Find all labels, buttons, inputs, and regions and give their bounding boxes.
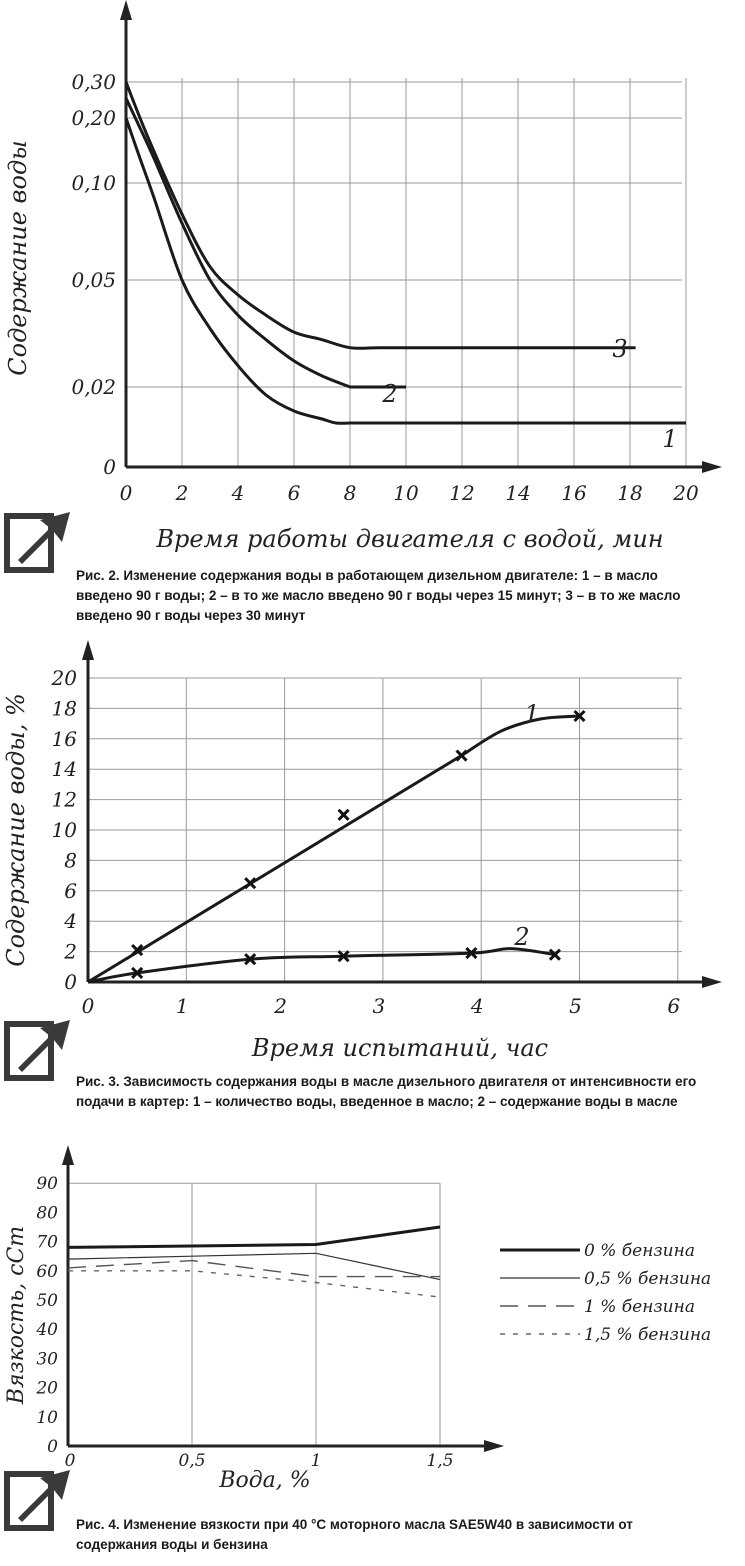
y-tick-label: 0,05 xyxy=(71,268,116,292)
x-tick-label: 6 xyxy=(667,994,681,1018)
y-axis-label: Вязкость, сСт xyxy=(4,1225,29,1405)
legend-label: 0 % бензина xyxy=(584,1241,695,1261)
series-label: 1 xyxy=(662,425,678,453)
legend-label: 0,5 % бензина xyxy=(584,1269,712,1289)
y-tick-label: 6 xyxy=(64,878,77,903)
series-line-2 xyxy=(88,949,555,982)
y-tick-label: 10 xyxy=(51,818,77,842)
x-tick-label: 6 xyxy=(287,481,301,505)
series-line-2 xyxy=(68,1261,440,1277)
y-axis-arrow-icon xyxy=(120,0,132,20)
figure-caption: Рис. 3. Зависимость содержания воды в масле дизельного двигателя от интенсивности его подачи в картер: 1 – количество воды, введенное в масло; 2 – содержание воды в масле xyxy=(76,1074,697,1109)
x-axis-label: Время работы двигателя с водой, мин xyxy=(156,525,664,553)
x-tick-label: 20 xyxy=(673,481,699,505)
x-tick-label: 16 xyxy=(561,481,587,505)
y-tick-label: 0 xyxy=(64,970,77,994)
legend-label: 1,5 % бензина xyxy=(584,1325,712,1345)
x-tick-label: 1 xyxy=(175,994,189,1018)
y-tick-label: 0 xyxy=(47,1437,58,1457)
y-tick-label: 40 xyxy=(36,1320,58,1341)
data-marker-x xyxy=(339,810,349,820)
figure-arrow-icon xyxy=(4,1466,72,1541)
series-label: 2 xyxy=(382,380,398,408)
y-tick-label: 0,10 xyxy=(71,171,116,195)
y-axis-arrow-icon xyxy=(62,1145,74,1165)
y-tick-label: 90 xyxy=(36,1174,58,1195)
y-tick-label: 0,30 xyxy=(71,70,116,94)
x-tick-label: 8 xyxy=(343,481,357,505)
y-tick-label: 60 xyxy=(36,1261,58,1282)
y-tick-label: 0 xyxy=(103,455,116,479)
x-axis-arrow-icon xyxy=(484,1440,504,1452)
y-tick-label: 80 xyxy=(36,1203,58,1224)
y-tick-label: 2 xyxy=(64,939,77,964)
y-tick-label: 16 xyxy=(51,726,77,751)
x-tick-label: 14 xyxy=(505,481,531,505)
figure-arrow-icon xyxy=(4,1016,72,1091)
x-tick-label: 2 xyxy=(274,994,287,1018)
figure-caption: Рис. 4. Изменение вязкости при 40 °С моторного масла SAE5W40 в зависимости от содержания воды и бензина xyxy=(76,1517,633,1552)
legend-label: 1 % бензина xyxy=(584,1297,695,1317)
chart-viscosity-vs-water xyxy=(0,1145,745,1490)
y-tick-label: 70 xyxy=(36,1232,58,1253)
x-tick-label: 0,5 xyxy=(178,1451,206,1471)
x-axis-arrow-icon xyxy=(702,461,722,473)
x-tick-label: 3 xyxy=(372,994,386,1018)
data-marker-x xyxy=(457,751,467,761)
x-tick-label: 4 xyxy=(231,481,245,505)
y-tick-label: 20 xyxy=(51,666,77,690)
x-tick-label: 4 xyxy=(470,994,484,1018)
x-tick-label: 18 xyxy=(617,481,643,505)
y-tick-label: 8 xyxy=(64,848,77,873)
y-tick-label: 18 xyxy=(51,696,77,721)
chart-water-vs-test-time xyxy=(0,640,745,1065)
series-line-1 xyxy=(68,1253,440,1279)
x-tick-label: 1 xyxy=(310,1451,322,1471)
series-line-3 xyxy=(126,82,636,348)
y-tick-label: 10 xyxy=(36,1407,58,1428)
x-tick-label: 2 xyxy=(175,481,189,505)
y-tick-label: 50 xyxy=(36,1291,58,1311)
chart-water-vs-engine-time xyxy=(0,0,745,555)
series-line-3 xyxy=(68,1271,440,1297)
x-tick-label: 0 xyxy=(119,481,133,505)
series-label: 2 xyxy=(514,923,530,951)
y-axis-label: Содержание воды, % xyxy=(2,693,30,967)
figure-arrow-icon xyxy=(4,508,72,583)
y-tick-label: 4 xyxy=(64,909,77,934)
x-tick-label: 0 xyxy=(64,1451,76,1471)
y-tick-label: 0,20 xyxy=(71,106,116,130)
x-tick-label: 1,5 xyxy=(426,1451,454,1471)
series-label: 3 xyxy=(612,335,628,363)
x-tick-label: 10 xyxy=(393,481,419,505)
y-tick-label: 20 xyxy=(36,1378,58,1399)
y-tick-label: 0,02 xyxy=(71,375,116,399)
series-line-0 xyxy=(68,1227,440,1247)
x-axis-label: Время испытаний, час xyxy=(251,1034,549,1062)
y-axis-label: Содержание воды xyxy=(4,140,32,376)
y-axis-arrow-icon xyxy=(82,640,94,660)
x-tick-label: 0 xyxy=(81,994,95,1018)
x-axis-label: Вода, % xyxy=(219,1468,311,1490)
y-tick-label: 14 xyxy=(51,757,77,782)
figure-caption: Рис. 2. Изменение содержания воды в работающем дизельном двигателе: 1 – в масло введено 90 г воды; 2 – в то же масло введено 90 г воды через 15 минут; 3 – в то же масло введено 90 г воды через 30 минут xyxy=(76,568,681,623)
y-tick-label: 30 xyxy=(36,1349,58,1370)
series-line-1 xyxy=(88,716,580,982)
series-label: 1 xyxy=(524,700,540,728)
x-tick-label: 5 xyxy=(569,994,582,1018)
x-tick-label: 12 xyxy=(449,481,475,505)
x-axis-arrow-icon xyxy=(702,976,722,988)
y-tick-label: 12 xyxy=(51,787,77,812)
